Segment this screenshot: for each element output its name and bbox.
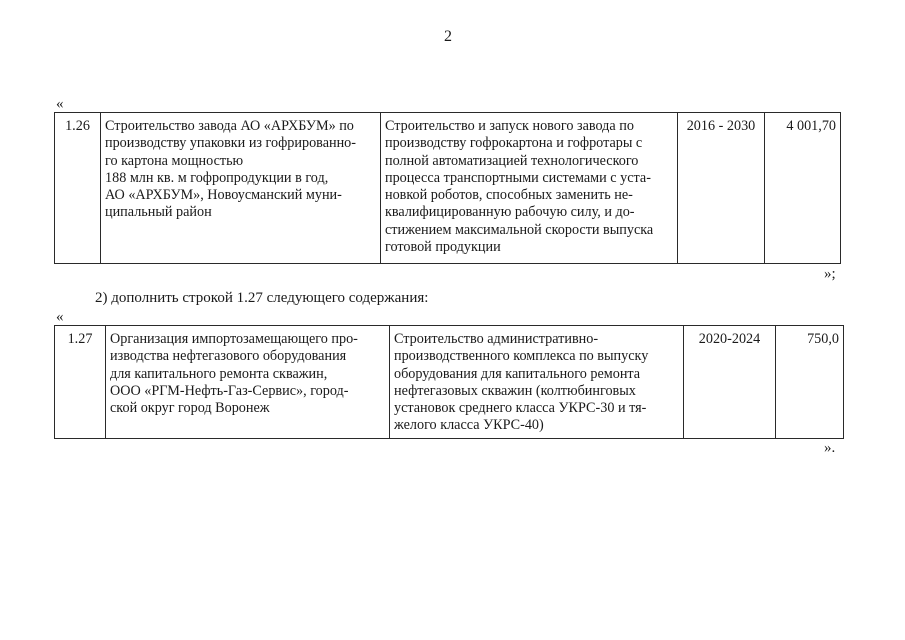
row-number: 1.27 [55,326,106,439]
closing-quote-2: ». [824,440,836,456]
table-row-1-26 [54,112,841,264]
opening-quote-2: « [56,309,64,325]
project-description: Строительство административно- производственного комплекса по выпуску оборудования для капитального ремонта нефтегазовых скважин (колтюбинговых установок среднего класса УКРС-30 и тя- желого класса УКРС-40) [390,326,684,439]
page-number: 2 [444,28,452,45]
project-name: Строительство завода АО «АРХБУМ» по производству упаковки из гофрированно- го картона мощностью 188 млн кв. м гофропродукции в год, АО «АРХБУМ», Новоусманский муни- ципальный район [101,113,381,264]
closing-quote-1: »; [824,266,836,282]
implementation-period: 2016 - 2030 [678,113,765,264]
investment-amount: 750,0 [776,326,844,439]
amendment-sentence: 2) дополнить строкой 1.27 следующего содержания: [95,290,429,306]
project-description: Строительство и запуск нового завода по производству гофрокартона и гофротары с полной автоматизацией технологического процесса транспортными системами с уста- новкой роботов, способных заменить не- квалифицированную рабочую силу, и до- стижением максимальной скорости выпуска готовой продукции [381,113,678,264]
implementation-period: 2020-2024 [684,326,776,439]
investment-amount: 4 001,70 [765,113,841,264]
table-row-1-27 [54,325,844,439]
row-number: 1.26 [55,113,101,264]
opening-quote-1: « [56,96,64,112]
project-name: Организация импортозамещающего про- изводства нефтегазового оборудования для капитального ремонта скважин, ООО «РГМ-Нефть-Газ-Сервис», город- ской округ город Воронеж [106,326,390,439]
